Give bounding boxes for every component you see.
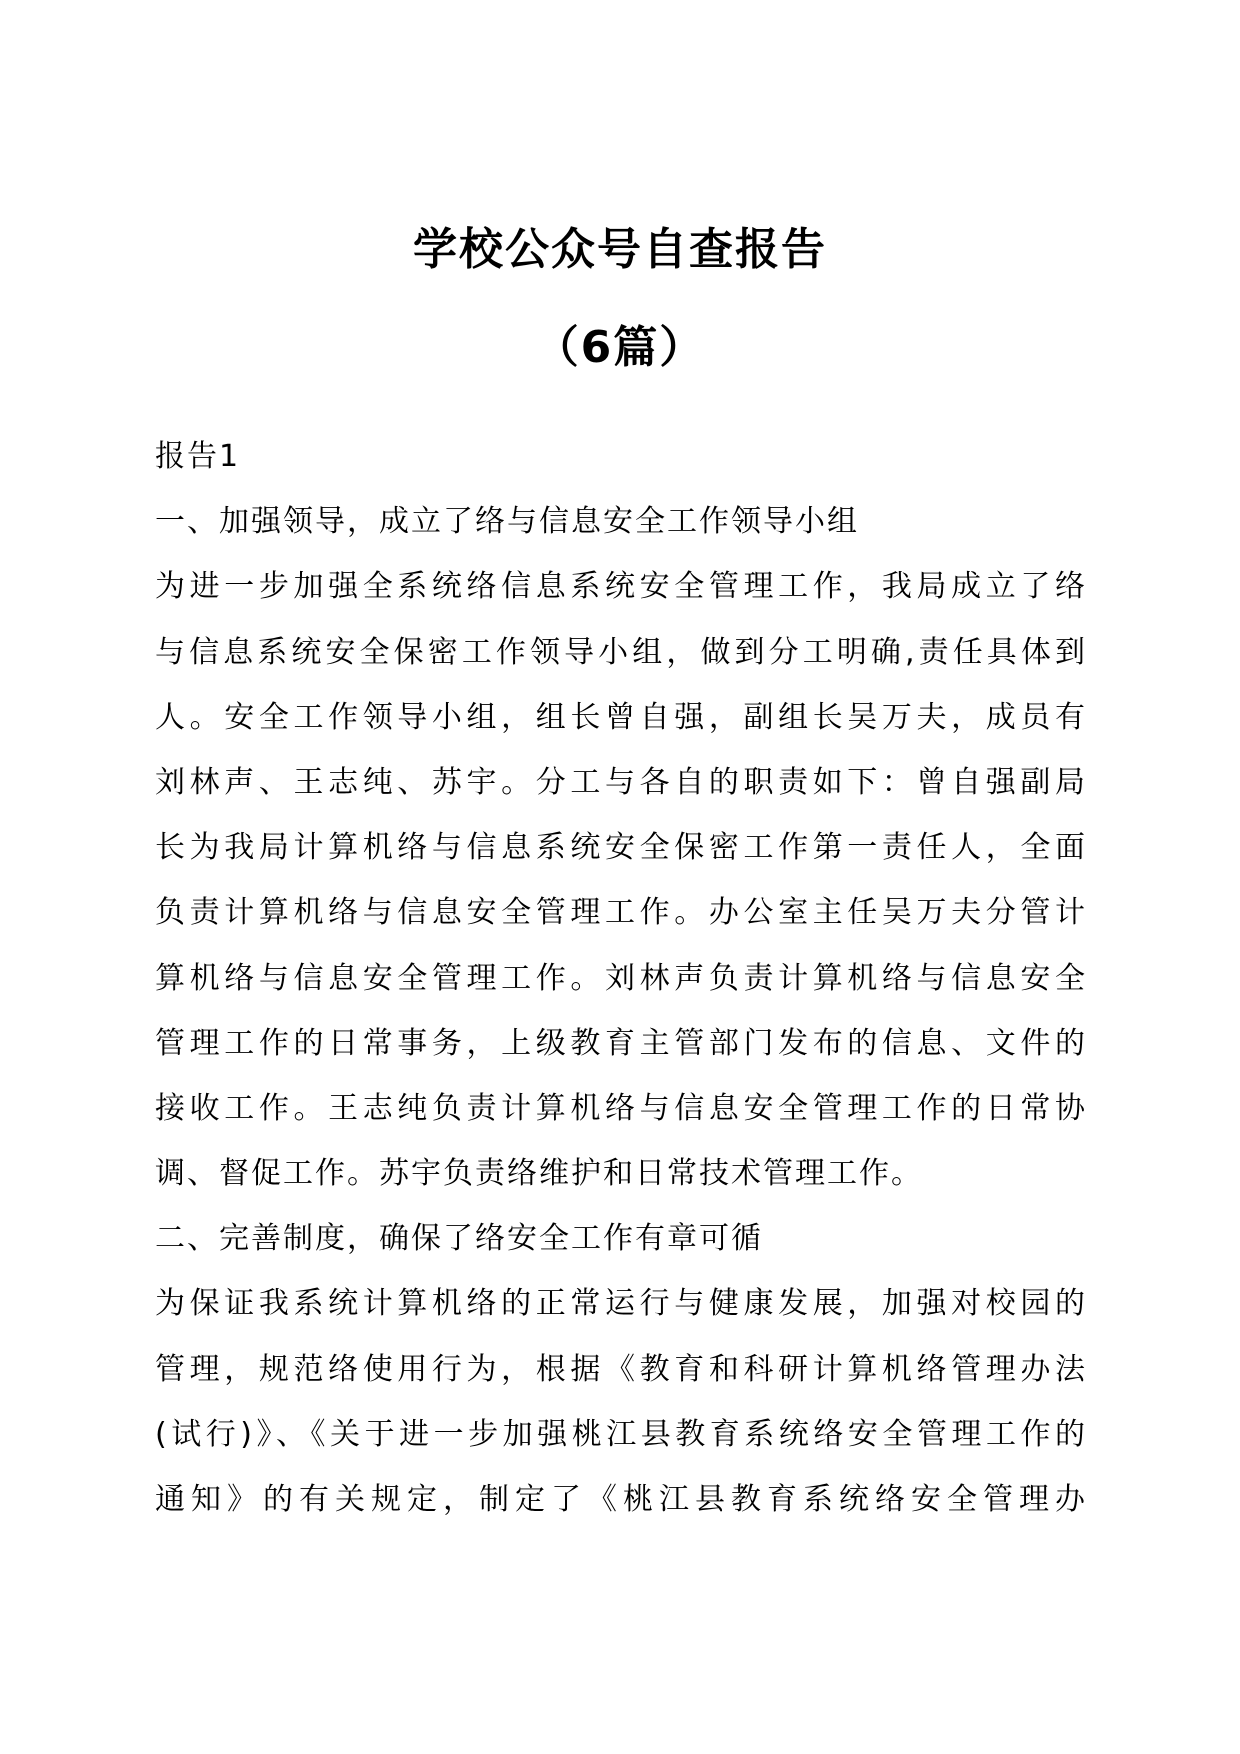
paragraph-line: 刘林声、王志纯、苏宇。分工与各自的职责如下：曾自强副局 bbox=[155, 764, 1085, 800]
paragraph-line: 与信息系统安全保密工作领导小组，做到分工明确,责任具体到 bbox=[155, 634, 1085, 670]
paragraph-line: 调、督促工作。苏宇负责络维护和日常技术管理工作。 bbox=[155, 1156, 923, 1192]
section-heading: 一、加强领导，成立了络与信息安全工作领导小组 bbox=[155, 504, 859, 540]
report-label: 报告1 bbox=[155, 439, 241, 474]
paragraph-line: 通知》的有关规定，制定了《桃江县教育系统络安全管理办 bbox=[155, 1482, 1085, 1517]
paragraph-line: 管理，规范络使用行为，根据《教育和科研计算机络管理办法 bbox=[155, 1351, 1085, 1387]
paragraph-line: 管理工作的日常事务，上级教育主管部门发布的信息、文件的 bbox=[155, 1025, 1085, 1061]
document-subtitle: （6篇） bbox=[534, 322, 706, 373]
paragraph-line: 接收工作。王志纯负责计算机络与信息安全管理工作的日常协 bbox=[155, 1090, 1085, 1126]
section-heading: 二、完善制度，确保了络安全工作有章可循 bbox=[155, 1221, 763, 1257]
document-body bbox=[155, 424, 1085, 1532]
paragraph-line: 人。安全工作领导小组，组长曾自强，副组长吴万夫，成员有 bbox=[155, 699, 1085, 735]
paragraph-line: (试行)》、《关于进一步加强桃江县教育系统络安全管理工作的 bbox=[155, 1416, 1085, 1452]
paragraph-line: 为进一步加强全系统络信息系统安全管理工作，我局成立了络 bbox=[155, 569, 1085, 605]
paragraph-line: 算机络与信息安全管理工作。刘林声负责计算机络与信息安全 bbox=[155, 960, 1085, 996]
document-title: 学校公众号自查报告 bbox=[413, 224, 827, 275]
paragraph-line: 长为我局计算机络与信息系统安全保密工作第一责任人，全面 bbox=[155, 830, 1085, 866]
paragraph-line: 负责计算机络与信息安全管理工作。办公室主任吴万夫分管计 bbox=[155, 895, 1085, 931]
paragraph-line: 为保证我系统计算机络的正常运行与健康发展，加强对校园的 bbox=[155, 1286, 1085, 1322]
